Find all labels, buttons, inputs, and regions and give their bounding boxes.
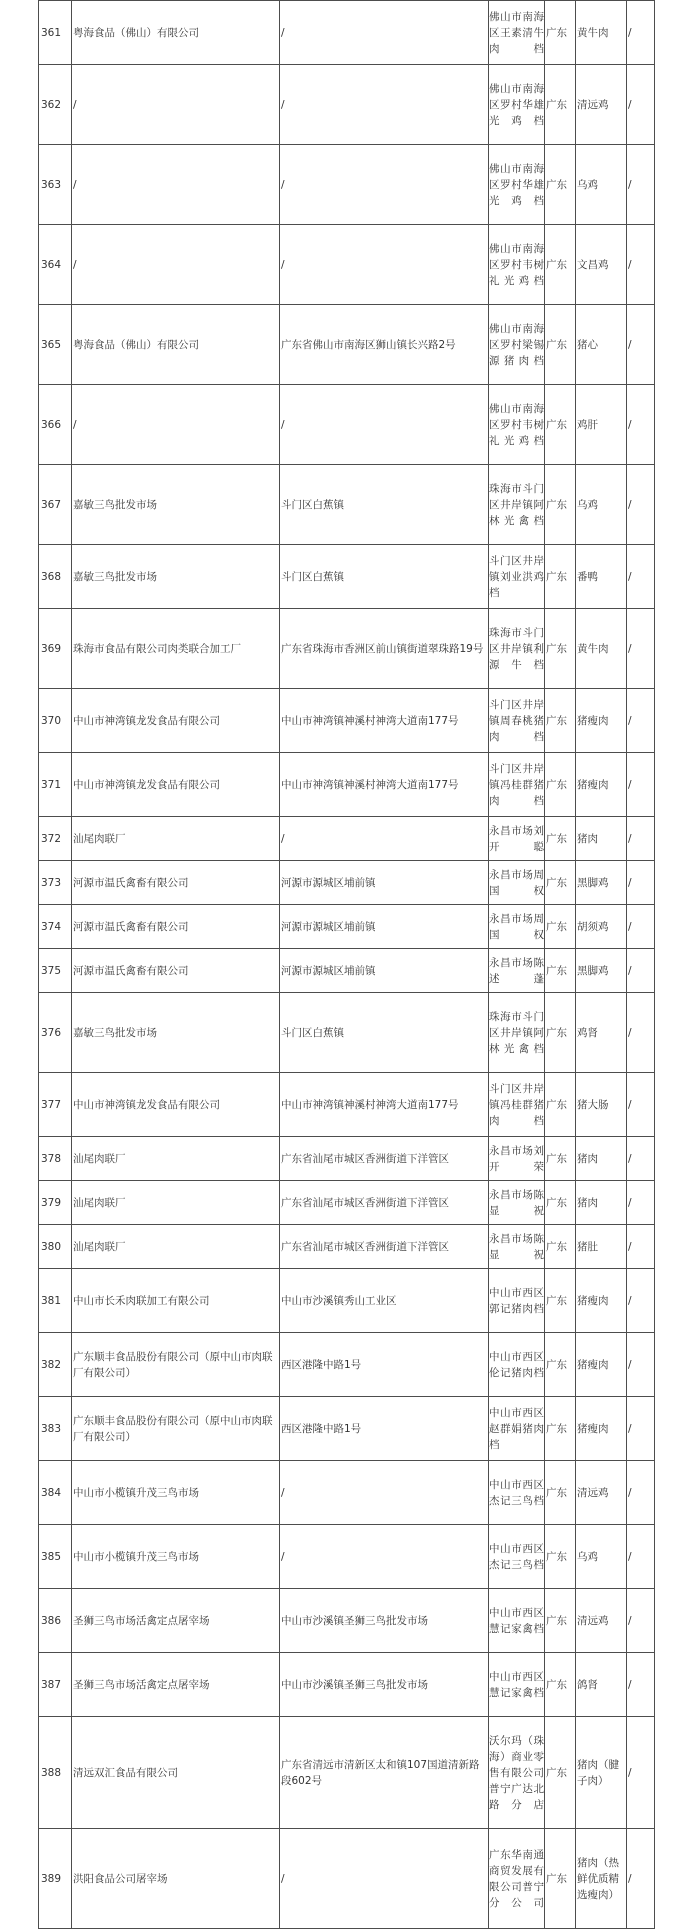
company-cell: 圣狮三鸟市场活禽定点屠宰场 — [72, 1589, 280, 1653]
row-number-cell: 371 — [39, 753, 72, 817]
address-cell: 中山市沙溪镇圣狮三鸟批发市场 — [280, 1589, 489, 1653]
province-cell: 广东 — [545, 465, 576, 545]
address-cell: 中山市神湾镇神溪村神湾大道南177号 — [280, 1073, 489, 1137]
product-cell: 猪瘦肉 — [576, 1333, 627, 1397]
product-cell: 鸡肝 — [576, 385, 627, 465]
table-row — [39, 1137, 655, 1181]
note-cell: / — [627, 753, 655, 817]
company-cell: 河源市温氏禽畜有限公司 — [72, 861, 280, 905]
stall-cell: 佛山市南海区罗村华雄光鸡档 — [489, 65, 545, 145]
product-cell: 猪瘦肉 — [576, 1269, 627, 1333]
stall-cell: 佛山市南海区罗村梁锡源猪肉档 — [489, 305, 545, 385]
note-cell: / — [627, 609, 655, 689]
company-cell: 中山市神湾镇龙发食品有限公司 — [72, 753, 280, 817]
province-cell: 广东 — [545, 545, 576, 609]
stall-cell: 佛山市南海区王素清牛肉档 — [489, 1, 545, 65]
table-row — [39, 1225, 655, 1269]
address-cell: / — [280, 1829, 489, 1929]
address-cell: / — [280, 385, 489, 465]
note-cell: / — [627, 1, 655, 65]
table-row — [39, 1653, 655, 1717]
address-cell: 斗门区白蕉镇 — [280, 465, 489, 545]
stall-cell: 中山市西区杰记三鸟档 — [489, 1525, 545, 1589]
product-cell: 文昌鸡 — [576, 225, 627, 305]
note-cell: / — [627, 1225, 655, 1269]
stall-cell: 中山市西区杰记三鸟档 — [489, 1461, 545, 1525]
table-row — [39, 1, 655, 65]
province-cell: 广东 — [545, 1829, 576, 1929]
stall-cell: 中山市西区伦记猪肉档 — [489, 1333, 545, 1397]
note-cell: / — [627, 1397, 655, 1461]
company-cell: 汕尾肉联厂 — [72, 1181, 280, 1225]
stall-cell: 佛山市南海区罗村韦树礼光鸡档 — [489, 385, 545, 465]
province-cell: 广东 — [545, 1333, 576, 1397]
row-number-cell: 364 — [39, 225, 72, 305]
province-cell: 广东 — [545, 753, 576, 817]
company-cell: 珠海市食品有限公司肉类联合加工厂 — [72, 609, 280, 689]
product-cell: 鸡肾 — [576, 993, 627, 1073]
row-number-cell: 385 — [39, 1525, 72, 1589]
province-cell: 广东 — [545, 305, 576, 385]
table-row — [39, 1397, 655, 1461]
note-cell: / — [627, 689, 655, 753]
province-cell: 广东 — [545, 145, 576, 225]
row-number-cell: 361 — [39, 1, 72, 65]
province-cell: 广东 — [545, 1525, 576, 1589]
province-cell: 广东 — [545, 1225, 576, 1269]
table-row — [39, 861, 655, 905]
row-number-cell: 362 — [39, 65, 72, 145]
stall-cell: 斗门区井岸镇冯桂群猪肉档 — [489, 753, 545, 817]
product-cell: 清远鸡 — [576, 65, 627, 145]
province-cell: 广东 — [545, 1137, 576, 1181]
province-cell: 广东 — [545, 1181, 576, 1225]
table-row — [39, 817, 655, 861]
province-cell: 广东 — [545, 1653, 576, 1717]
note-cell: / — [627, 385, 655, 465]
note-cell: / — [627, 993, 655, 1073]
address-cell: 河源市源城区埔前镇 — [280, 861, 489, 905]
province-cell: 广东 — [545, 609, 576, 689]
product-cell: 黑脚鸡 — [576, 949, 627, 993]
table-row — [39, 1181, 655, 1225]
note-cell: / — [627, 1461, 655, 1525]
table-row — [39, 1525, 655, 1589]
product-cell: 猪肉 — [576, 1181, 627, 1225]
note-cell: / — [627, 1653, 655, 1717]
note-cell: / — [627, 905, 655, 949]
row-number-cell: 380 — [39, 1225, 72, 1269]
row-number-cell: 373 — [39, 861, 72, 905]
company-cell: 嘉敏三鸟批发市场 — [72, 545, 280, 609]
product-cell: 猪瘦肉 — [576, 689, 627, 753]
row-number-cell: 368 — [39, 545, 72, 609]
address-cell: 河源市源城区埔前镇 — [280, 949, 489, 993]
address-cell: 广东省汕尾市城区香洲街道下洋管区 — [280, 1225, 489, 1269]
address-cell: 西区港隆中路1号 — [280, 1397, 489, 1461]
company-cell: 中山市神湾镇龙发食品有限公司 — [72, 1073, 280, 1137]
row-number-cell: 367 — [39, 465, 72, 545]
company-cell: 汕尾肉联厂 — [72, 1225, 280, 1269]
product-cell: 猪瘦肉 — [576, 1397, 627, 1461]
stall-cell: 永昌市场陈显祝 — [489, 1225, 545, 1269]
stall-cell: 中山市西区慧记家禽档 — [489, 1653, 545, 1717]
product-cell: 猪肉（腱子肉） — [576, 1717, 627, 1829]
address-cell: / — [280, 817, 489, 861]
product-cell: 猪心 — [576, 305, 627, 385]
address-cell: 斗门区白蕉镇 — [280, 993, 489, 1073]
table-row — [39, 1461, 655, 1525]
company-cell: 中山市神湾镇龙发食品有限公司 — [72, 689, 280, 753]
stall-cell: 中山市西区赵群娟猪肉档 — [489, 1397, 545, 1461]
stall-cell: 中山市西区郭记猪肉档 — [489, 1269, 545, 1333]
stall-cell: 沃尔玛（珠海）商业零售有限公司普宁广达北路分店 — [489, 1717, 545, 1829]
company-cell: 汕尾肉联厂 — [72, 1137, 280, 1181]
company-cell: 广东顺丰食品股份有限公司（原中山市肉联厂有限公司） — [72, 1397, 280, 1461]
province-cell: 广东 — [545, 817, 576, 861]
company-cell: / — [72, 65, 280, 145]
table-row — [39, 305, 655, 385]
inspection-table — [38, 0, 655, 1929]
table-body — [39, 1, 655, 1929]
row-number-cell: 366 — [39, 385, 72, 465]
stall-cell: 佛山市南海区罗村华雄光鸡档 — [489, 145, 545, 225]
province-cell: 广东 — [545, 949, 576, 993]
product-cell: 清远鸡 — [576, 1589, 627, 1653]
address-cell: / — [280, 1461, 489, 1525]
note-cell: / — [627, 1717, 655, 1829]
row-number-cell: 389 — [39, 1829, 72, 1929]
row-number-cell: 381 — [39, 1269, 72, 1333]
province-cell: 广东 — [545, 1, 576, 65]
note-cell: / — [627, 1269, 655, 1333]
company-cell: 粤海食品（佛山）有限公司 — [72, 1, 280, 65]
province-cell: 广东 — [545, 905, 576, 949]
table-row — [39, 1717, 655, 1829]
table-row — [39, 1829, 655, 1929]
product-cell: 猪瘦肉 — [576, 753, 627, 817]
note-cell: / — [627, 145, 655, 225]
table-row — [39, 225, 655, 305]
product-cell: 黑脚鸡 — [576, 861, 627, 905]
row-number-cell: 375 — [39, 949, 72, 993]
address-cell: 广东省汕尾市城区香洲街道下洋管区 — [280, 1137, 489, 1181]
address-cell: 河源市源城区埔前镇 — [280, 905, 489, 949]
stall-cell: 佛山市南海区罗村韦树礼光鸡档 — [489, 225, 545, 305]
note-cell: / — [627, 861, 655, 905]
product-cell: 猪肉（热鲜优质精选瘦肉） — [576, 1829, 627, 1929]
address-cell: 中山市神湾镇神溪村神湾大道南177号 — [280, 753, 489, 817]
row-number-cell: 378 — [39, 1137, 72, 1181]
table-row — [39, 65, 655, 145]
address-cell: / — [280, 1525, 489, 1589]
row-number-cell: 376 — [39, 993, 72, 1073]
row-number-cell: 363 — [39, 145, 72, 225]
stall-cell: 斗门区井岸镇刘业洪鸡档 — [489, 545, 545, 609]
company-cell: 中山市小榄镇升茂三鸟市场 — [72, 1525, 280, 1589]
note-cell: / — [627, 225, 655, 305]
product-cell: 乌鸡 — [576, 1525, 627, 1589]
note-cell: / — [627, 65, 655, 145]
address-cell: / — [280, 145, 489, 225]
stall-cell: 永昌市场刘开聪 — [489, 817, 545, 861]
stall-cell: 永昌市场陈显祝 — [489, 1181, 545, 1225]
product-cell: 猪肚 — [576, 1225, 627, 1269]
table-row — [39, 1333, 655, 1397]
stall-cell: 珠海市斗门区井岸镇利源牛档 — [489, 609, 545, 689]
province-cell: 广东 — [545, 1717, 576, 1829]
stall-cell: 斗门区井岸镇周春桃猪肉档 — [489, 689, 545, 753]
note-cell: / — [627, 1137, 655, 1181]
table-row — [39, 753, 655, 817]
company-cell: 圣狮三鸟市场活禽定点屠宰场 — [72, 1653, 280, 1717]
province-cell: 广东 — [545, 1461, 576, 1525]
product-cell: 猪肉 — [576, 1137, 627, 1181]
product-cell: 鸽肾 — [576, 1653, 627, 1717]
product-cell: 猪肉 — [576, 817, 627, 861]
table-row — [39, 1073, 655, 1137]
province-cell: 广东 — [545, 993, 576, 1073]
province-cell: 广东 — [545, 225, 576, 305]
note-cell: / — [627, 305, 655, 385]
row-number-cell: 365 — [39, 305, 72, 385]
note-cell: / — [627, 1073, 655, 1137]
province-cell: 广东 — [545, 689, 576, 753]
table-row — [39, 1269, 655, 1333]
province-cell: 广东 — [545, 861, 576, 905]
province-cell: 广东 — [545, 1589, 576, 1653]
address-cell: 斗门区白蕉镇 — [280, 545, 489, 609]
company-cell: 河源市温氏禽畜有限公司 — [72, 949, 280, 993]
stall-cell: 斗门区井岸镇冯桂群猪肉档 — [489, 1073, 545, 1137]
product-cell: 胡须鸡 — [576, 905, 627, 949]
province-cell: 广东 — [545, 1073, 576, 1137]
note-cell: / — [627, 465, 655, 545]
table-row — [39, 465, 655, 545]
table-row — [39, 545, 655, 609]
row-number-cell: 379 — [39, 1181, 72, 1225]
row-number-cell: 377 — [39, 1073, 72, 1137]
address-cell: / — [280, 225, 489, 305]
product-cell: 猪大肠 — [576, 1073, 627, 1137]
stall-cell: 永昌市场刘开荣 — [489, 1137, 545, 1181]
row-number-cell: 374 — [39, 905, 72, 949]
table-row — [39, 689, 655, 753]
product-cell: 黄牛肉 — [576, 1, 627, 65]
table-row — [39, 993, 655, 1073]
address-cell: / — [280, 65, 489, 145]
product-cell: 乌鸡 — [576, 145, 627, 225]
company-cell: 广东顺丰食品股份有限公司（原中山市肉联厂有限公司） — [72, 1333, 280, 1397]
stall-cell: 珠海市斗门区井岸镇阿林光禽档 — [489, 993, 545, 1073]
province-cell: 广东 — [545, 65, 576, 145]
company-cell: 中山市长禾肉联加工有限公司 — [72, 1269, 280, 1333]
company-cell: / — [72, 225, 280, 305]
note-cell: / — [627, 817, 655, 861]
company-cell: 清远双汇食品有限公司 — [72, 1717, 280, 1829]
note-cell: / — [627, 1181, 655, 1225]
address-cell: 广东省汕尾市城区香洲街道下洋管区 — [280, 1181, 489, 1225]
province-cell: 广东 — [545, 1269, 576, 1333]
company-cell: 嘉敏三鸟批发市场 — [72, 465, 280, 545]
table-row — [39, 609, 655, 689]
stall-cell: 中山市西区慧记家禽档 — [489, 1589, 545, 1653]
row-number-cell: 384 — [39, 1461, 72, 1525]
table-row — [39, 1589, 655, 1653]
address-cell: 广东省清远市清新区太和镇107国道清新路段602号 — [280, 1717, 489, 1829]
province-cell: 广东 — [545, 1397, 576, 1461]
company-cell: / — [72, 145, 280, 225]
row-number-cell: 383 — [39, 1397, 72, 1461]
row-number-cell: 382 — [39, 1333, 72, 1397]
product-cell: 番鸭 — [576, 545, 627, 609]
row-number-cell: 369 — [39, 609, 72, 689]
note-cell: / — [627, 545, 655, 609]
company-cell: / — [72, 385, 280, 465]
address-cell: 中山市神湾镇神溪村神湾大道南177号 — [280, 689, 489, 753]
company-cell: 洪阳食品公司屠宰场 — [72, 1829, 280, 1929]
product-cell: 清远鸡 — [576, 1461, 627, 1525]
company-cell: 汕尾肉联厂 — [72, 817, 280, 861]
note-cell: / — [627, 1525, 655, 1589]
row-number-cell: 372 — [39, 817, 72, 861]
stall-cell: 永昌市场陈述蓬 — [489, 949, 545, 993]
address-cell: 中山市沙溪镇圣狮三鸟批发市场 — [280, 1653, 489, 1717]
note-cell: / — [627, 1333, 655, 1397]
note-cell: / — [627, 1829, 655, 1929]
table-row — [39, 905, 655, 949]
product-cell: 黄牛肉 — [576, 609, 627, 689]
note-cell: / — [627, 1589, 655, 1653]
company-cell: 粤海食品（佛山）有限公司 — [72, 305, 280, 385]
row-number-cell: 387 — [39, 1653, 72, 1717]
table-row — [39, 145, 655, 225]
company-cell: 河源市温氏禽畜有限公司 — [72, 905, 280, 949]
stall-cell: 永昌市场周国权 — [489, 861, 545, 905]
address-cell: 广东省佛山市南海区狮山镇长兴路2号 — [280, 305, 489, 385]
note-cell: / — [627, 949, 655, 993]
stall-cell: 广东华南通商贸发展有限公司普宁分公司 — [489, 1829, 545, 1929]
stall-cell: 永昌市场周国权 — [489, 905, 545, 949]
table-row — [39, 949, 655, 993]
address-cell: 中山市沙溪镇秀山工业区 — [280, 1269, 489, 1333]
address-cell: / — [280, 1, 489, 65]
province-cell: 广东 — [545, 385, 576, 465]
company-cell: 嘉敏三鸟批发市场 — [72, 993, 280, 1073]
row-number-cell: 370 — [39, 689, 72, 753]
stall-cell: 珠海市斗门区井岸镇阿林光禽档 — [489, 465, 545, 545]
row-number-cell: 386 — [39, 1589, 72, 1653]
company-cell: 中山市小榄镇升茂三鸟市场 — [72, 1461, 280, 1525]
table-row — [39, 385, 655, 465]
product-cell: 乌鸡 — [576, 465, 627, 545]
address-cell: 西区港隆中路1号 — [280, 1333, 489, 1397]
row-number-cell: 388 — [39, 1717, 72, 1829]
address-cell: 广东省珠海市香洲区前山镇街道翠珠路19号 — [280, 609, 489, 689]
